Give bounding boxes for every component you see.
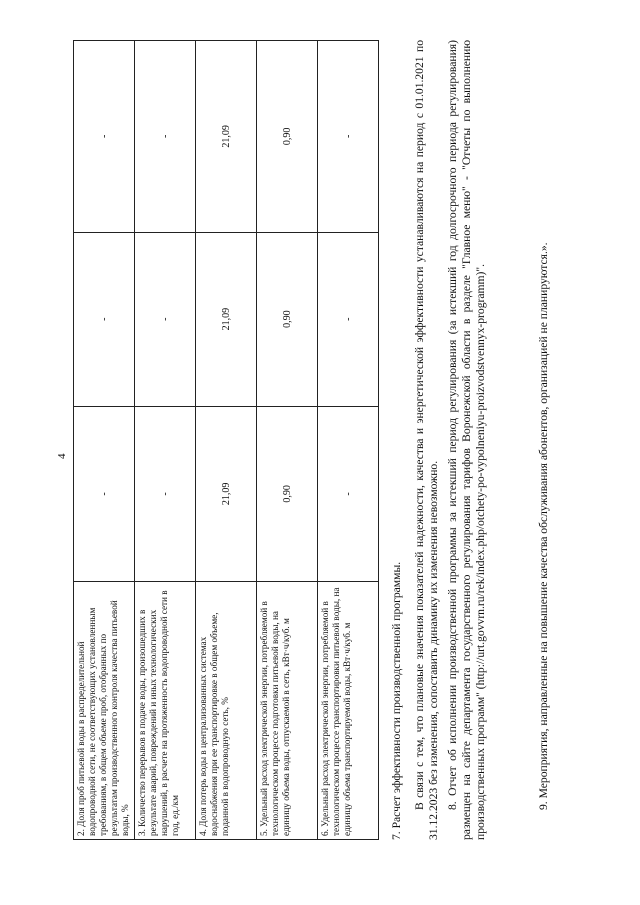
indicator-value: 0,90 (257, 232, 318, 406)
indicator-value: - (318, 406, 379, 582)
indicator-name: 4. Доля потерь воды в централизованных системах водоснабжения при ее транспортировке в общем объеме, поданной в водопроводную сеть, % (196, 582, 257, 840)
indicator-value: - (135, 406, 196, 582)
indicator-name: 6. Удельный расход электрической энергии, потребляемой в технологическом процессе транспортировки питьевой воды, на единицу объема транспортируемой воды, кВт·ч/куб. м (318, 582, 379, 840)
indicator-value: - (74, 232, 135, 406)
indicators-table (73, 40, 379, 840)
indicator-name: 2. Доля проб питьевой воды в распределительной водопроводной сети, не соответствующих установленным требованиям, в общем объеме проб, отобранных по результатам производственного контроля качества питьевой воды, % (74, 582, 135, 840)
table-row (196, 41, 257, 840)
table-row (135, 41, 196, 840)
indicator-value: - (135, 41, 196, 233)
indicator-value: - (74, 406, 135, 582)
section-9-text: 9. Мероприятия, направленные на повышение качества обслуживания абонентов, организацией не планируются.». (537, 242, 550, 810)
section-7-title: 7. Расчет эффективности производственной программы. (390, 561, 403, 840)
table-row (257, 41, 318, 840)
table-row (74, 41, 135, 840)
indicator-name: 3. Количество перерывов в подаче воды, произошедших в результате аварий, повреждений и иных технологических нарушений, в расчете на протяженность водопроводной сети в год, ед./км (135, 582, 196, 840)
indicator-value: - (74, 41, 135, 233)
indicator-value: - (318, 232, 379, 406)
page-number: 4 (56, 453, 68, 459)
table-row (318, 41, 379, 840)
indicator-value: - (318, 41, 379, 233)
section-8-text: 8. Отчет об исполнении производственной программы за истекший период регулирования (за истекший год долгосрочного периода регулирования) размещен на сайте департамента государственного регулирования тарифов Воронежской области в разделе "Главное меню" - "Отчеты по выполнению производственных программ" (http://urt.govvrn.ru/rek/index.php/otchety-po-vypolneniyu-proizvodstvennyx-programm)". (446, 40, 488, 840)
indicator-value: 0,90 (257, 41, 318, 233)
section-7-text: В связи с тем, что плановые значения показателей надежности, качества и энергетической эффективности устанавливаются на период с 01.01.2021 по 31.12.2023 без изменения, сопоставить динамику их изменения невозможно. (413, 40, 441, 840)
indicator-value: 0,90 (257, 406, 318, 582)
indicator-name: 5. Удельный расход электрической энергии, потребляемой в технологическом процессе подготовки питьевой воды, на единицу объема воды, отпускаемой в сеть, кВт·ч/куб. м (257, 582, 318, 840)
indicator-value: 21,09 (196, 232, 257, 406)
indicator-value: 21,09 (196, 406, 257, 582)
indicator-value: - (135, 232, 196, 406)
indicator-value: 21,09 (196, 41, 257, 233)
